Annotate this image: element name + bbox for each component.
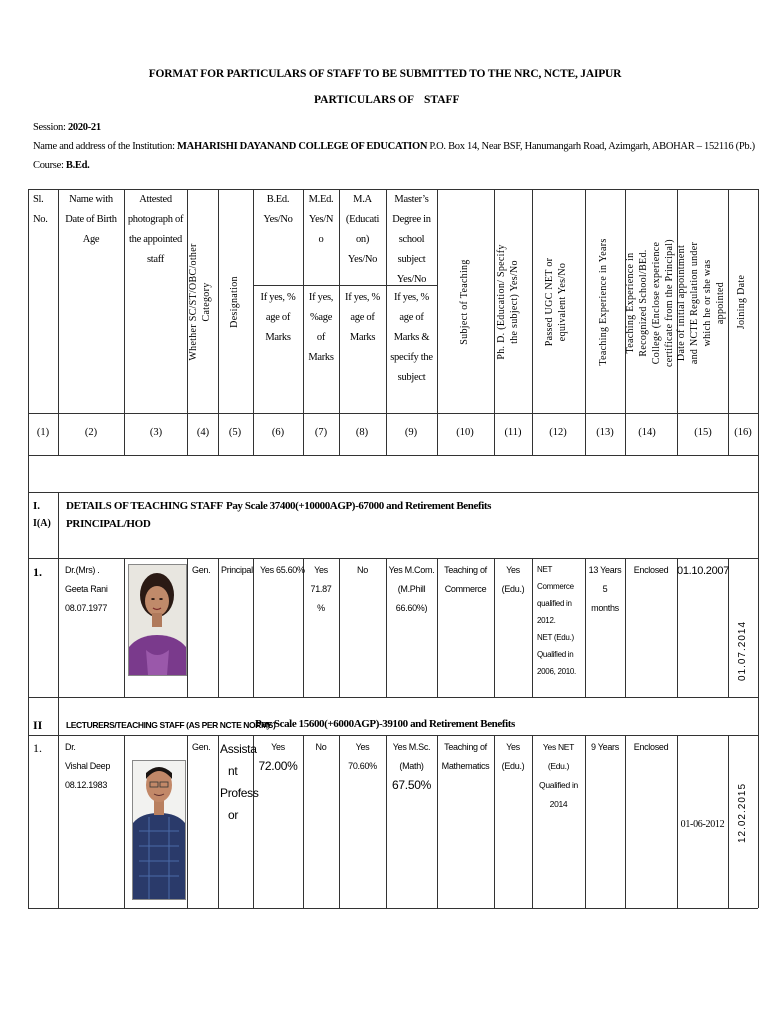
staff-bed: Yes 65.60% (260, 565, 305, 575)
row-sl: 1. (33, 565, 42, 579)
staff-med: Yes 71.87 % (310, 565, 332, 613)
header-category: Whether SC/ST/OBC/other Category (188, 243, 212, 361)
form-title: FORMAT FOR PARTICULARS OF STAFF TO BE SUBMITTED TO THE NRC, NCTE, JAIPUR (148, 68, 622, 80)
header-ugc-net: Passed UGC NET or equivalent Yes/No (544, 257, 568, 347)
institution-address: P.O. Box 14, Near BSF, Hanumangarh Road, Azimgarh, ABOHAR – 152116 (Pb.) (427, 141, 755, 152)
staff-ma: No (357, 565, 368, 575)
staff-phd: Yes (Edu.) (501, 565, 525, 594)
staff-photo (128, 564, 187, 676)
col-number: (1) (36, 427, 50, 438)
col-number: (16) (734, 427, 752, 438)
staff-joining-date: 01.07.2014 (737, 620, 748, 682)
person-photo-icon (129, 565, 186, 675)
section-two-heading: LECTURERS/TEACHING STAFF (AS PER NCTE NORMS) (66, 720, 276, 730)
section-one-payscale: Pay Scale 37400(+10000AGP)-67000 and Retirement Benefits (226, 500, 492, 512)
col-number: (5) (228, 427, 242, 438)
header-joining-date: Joining Date (736, 274, 747, 330)
session-value: 2020-21 (67, 122, 101, 133)
header-masters-marks: If yes, % age of Marks & specify the subject (390, 292, 433, 383)
subtitle-particulars: PARTICULARS (314, 94, 396, 106)
institution-line (33, 141, 755, 152)
header-recognized-experience: Teaching Experience in Recognized School/BEd. College (Enclose experience certificate from the Principal) (625, 239, 675, 367)
staff-bed: Yes 72.00% (258, 742, 298, 773)
header-ma-marks: If yes, % age of Marks (345, 292, 380, 343)
header-experience: Teaching Experience in Years (598, 238, 609, 366)
section-one-roman: I. (33, 500, 41, 512)
col-number: (9) (404, 427, 418, 438)
header-initial-appointment: Date of initial appointment and NCTE Regulation under which he or she was appointed (676, 241, 726, 365)
header-photograph: Attested photograph of the appointed staff (127, 194, 184, 265)
col-number: (3) (149, 427, 163, 438)
header-subject: Subject of Teaching (459, 259, 470, 345)
col-number: (12) (549, 427, 567, 438)
staff-appointment-date: 01.10.2007 (677, 565, 730, 577)
col-number: (2) (84, 427, 98, 438)
col-number: (4) (196, 427, 210, 438)
course-label: Course: (33, 160, 66, 171)
institution-name: MAHARISHI DAYANAND COLLEGE OF EDUCATION (177, 141, 428, 152)
staff-masters: Yes M.Com. (M.Phill 66.60%) (388, 565, 435, 613)
subtitle-staff: STAFF (424, 94, 460, 106)
col-number: (11) (504, 427, 522, 438)
course-line (33, 160, 90, 171)
col-number: (7) (314, 427, 328, 438)
header-bed-marks: If yes, % age of Marks (260, 292, 296, 343)
person-photo-icon (133, 761, 185, 899)
session-label: Session: (33, 122, 68, 133)
header-ma: M.A (Educati on) Yes/No (345, 194, 380, 265)
section-one-sub: I(A) (33, 518, 51, 529)
staff-experience: 9 Years (591, 742, 619, 752)
header-med: M.Ed. Yes/N o (308, 194, 334, 245)
header-phd: Ph. D. (Education/ Specify the subject) Yes/No (496, 244, 520, 360)
staff-masters: Yes M.Sc. (Math) 67.50% (392, 742, 431, 792)
staff-recognized-experience: Enclosed (633, 565, 669, 575)
institution-label: Name and address of the Institution: (33, 141, 178, 152)
staff-category: Gen. (192, 742, 211, 752)
col-number: (8) (355, 427, 369, 438)
header-med-marks: If yes, %age of Marks (308, 292, 334, 363)
col-number: (13) (596, 427, 614, 438)
staff-subject: Teaching of Commerce (444, 565, 487, 594)
staff-med: No (315, 742, 327, 752)
staff-name-dob: Dr.(Mrs) . Geeta Rani 08.07.1977 (65, 565, 108, 613)
staff-designation: Assista nt Profess or (220, 742, 259, 822)
subtitle-of: OF (398, 94, 414, 106)
staff-phd: Yes (Edu.) (501, 742, 525, 771)
staff-recognized-experience: Enclosed (633, 742, 669, 752)
header-name: Name with Date of Birth Age (65, 194, 117, 245)
staff-joining-date: 12.02.2015 (737, 782, 748, 844)
header-sl-no: Sl. No. (33, 194, 48, 225)
col-number: (10) (456, 427, 474, 438)
session-line (33, 122, 101, 133)
col-number: (6) (271, 427, 285, 438)
staff-appointment-date: 01-06-2012 (680, 819, 725, 830)
header-bed: B.Ed. Yes/No (263, 194, 293, 225)
col-number: (15) (694, 427, 712, 438)
staff-photo (132, 760, 186, 900)
section-two-payscale: Pay Scale 15600(+6000AGP)-39100 and Retirement Benefits (255, 718, 515, 730)
staff-designation: Principal (221, 565, 253, 575)
section-one-heading: DETAILS OF TEACHING STAFF (66, 500, 223, 512)
section-one-subheading: PRINCIPAL/HOD (66, 518, 151, 530)
staff-ma: Yes 70.60% (348, 742, 377, 771)
course-value: B.Ed. (65, 160, 90, 171)
row-sl: 1. (33, 741, 42, 755)
staff-subject: Teaching of Mathematics (441, 742, 490, 771)
header-masters: Master’s Degree in school subject Yes/No (392, 194, 431, 285)
staff-name-dob: Dr. Vishal Deep 08.12.1983 (65, 742, 111, 790)
staff-experience: 13 Years 5 months (588, 565, 622, 613)
staff-category: Gen. (192, 565, 211, 575)
header-designation: Designation (229, 276, 240, 328)
col-number: (14) (638, 427, 656, 438)
staff-ugc-net: Yes NET (Edu.) Qualified in 2014 (539, 742, 578, 809)
section-two-roman: II (33, 718, 43, 732)
staff-ugc-net: NET Commerce qualified in 2012. NET (Edu.) Qualified in 2006, 2010. (537, 565, 576, 676)
